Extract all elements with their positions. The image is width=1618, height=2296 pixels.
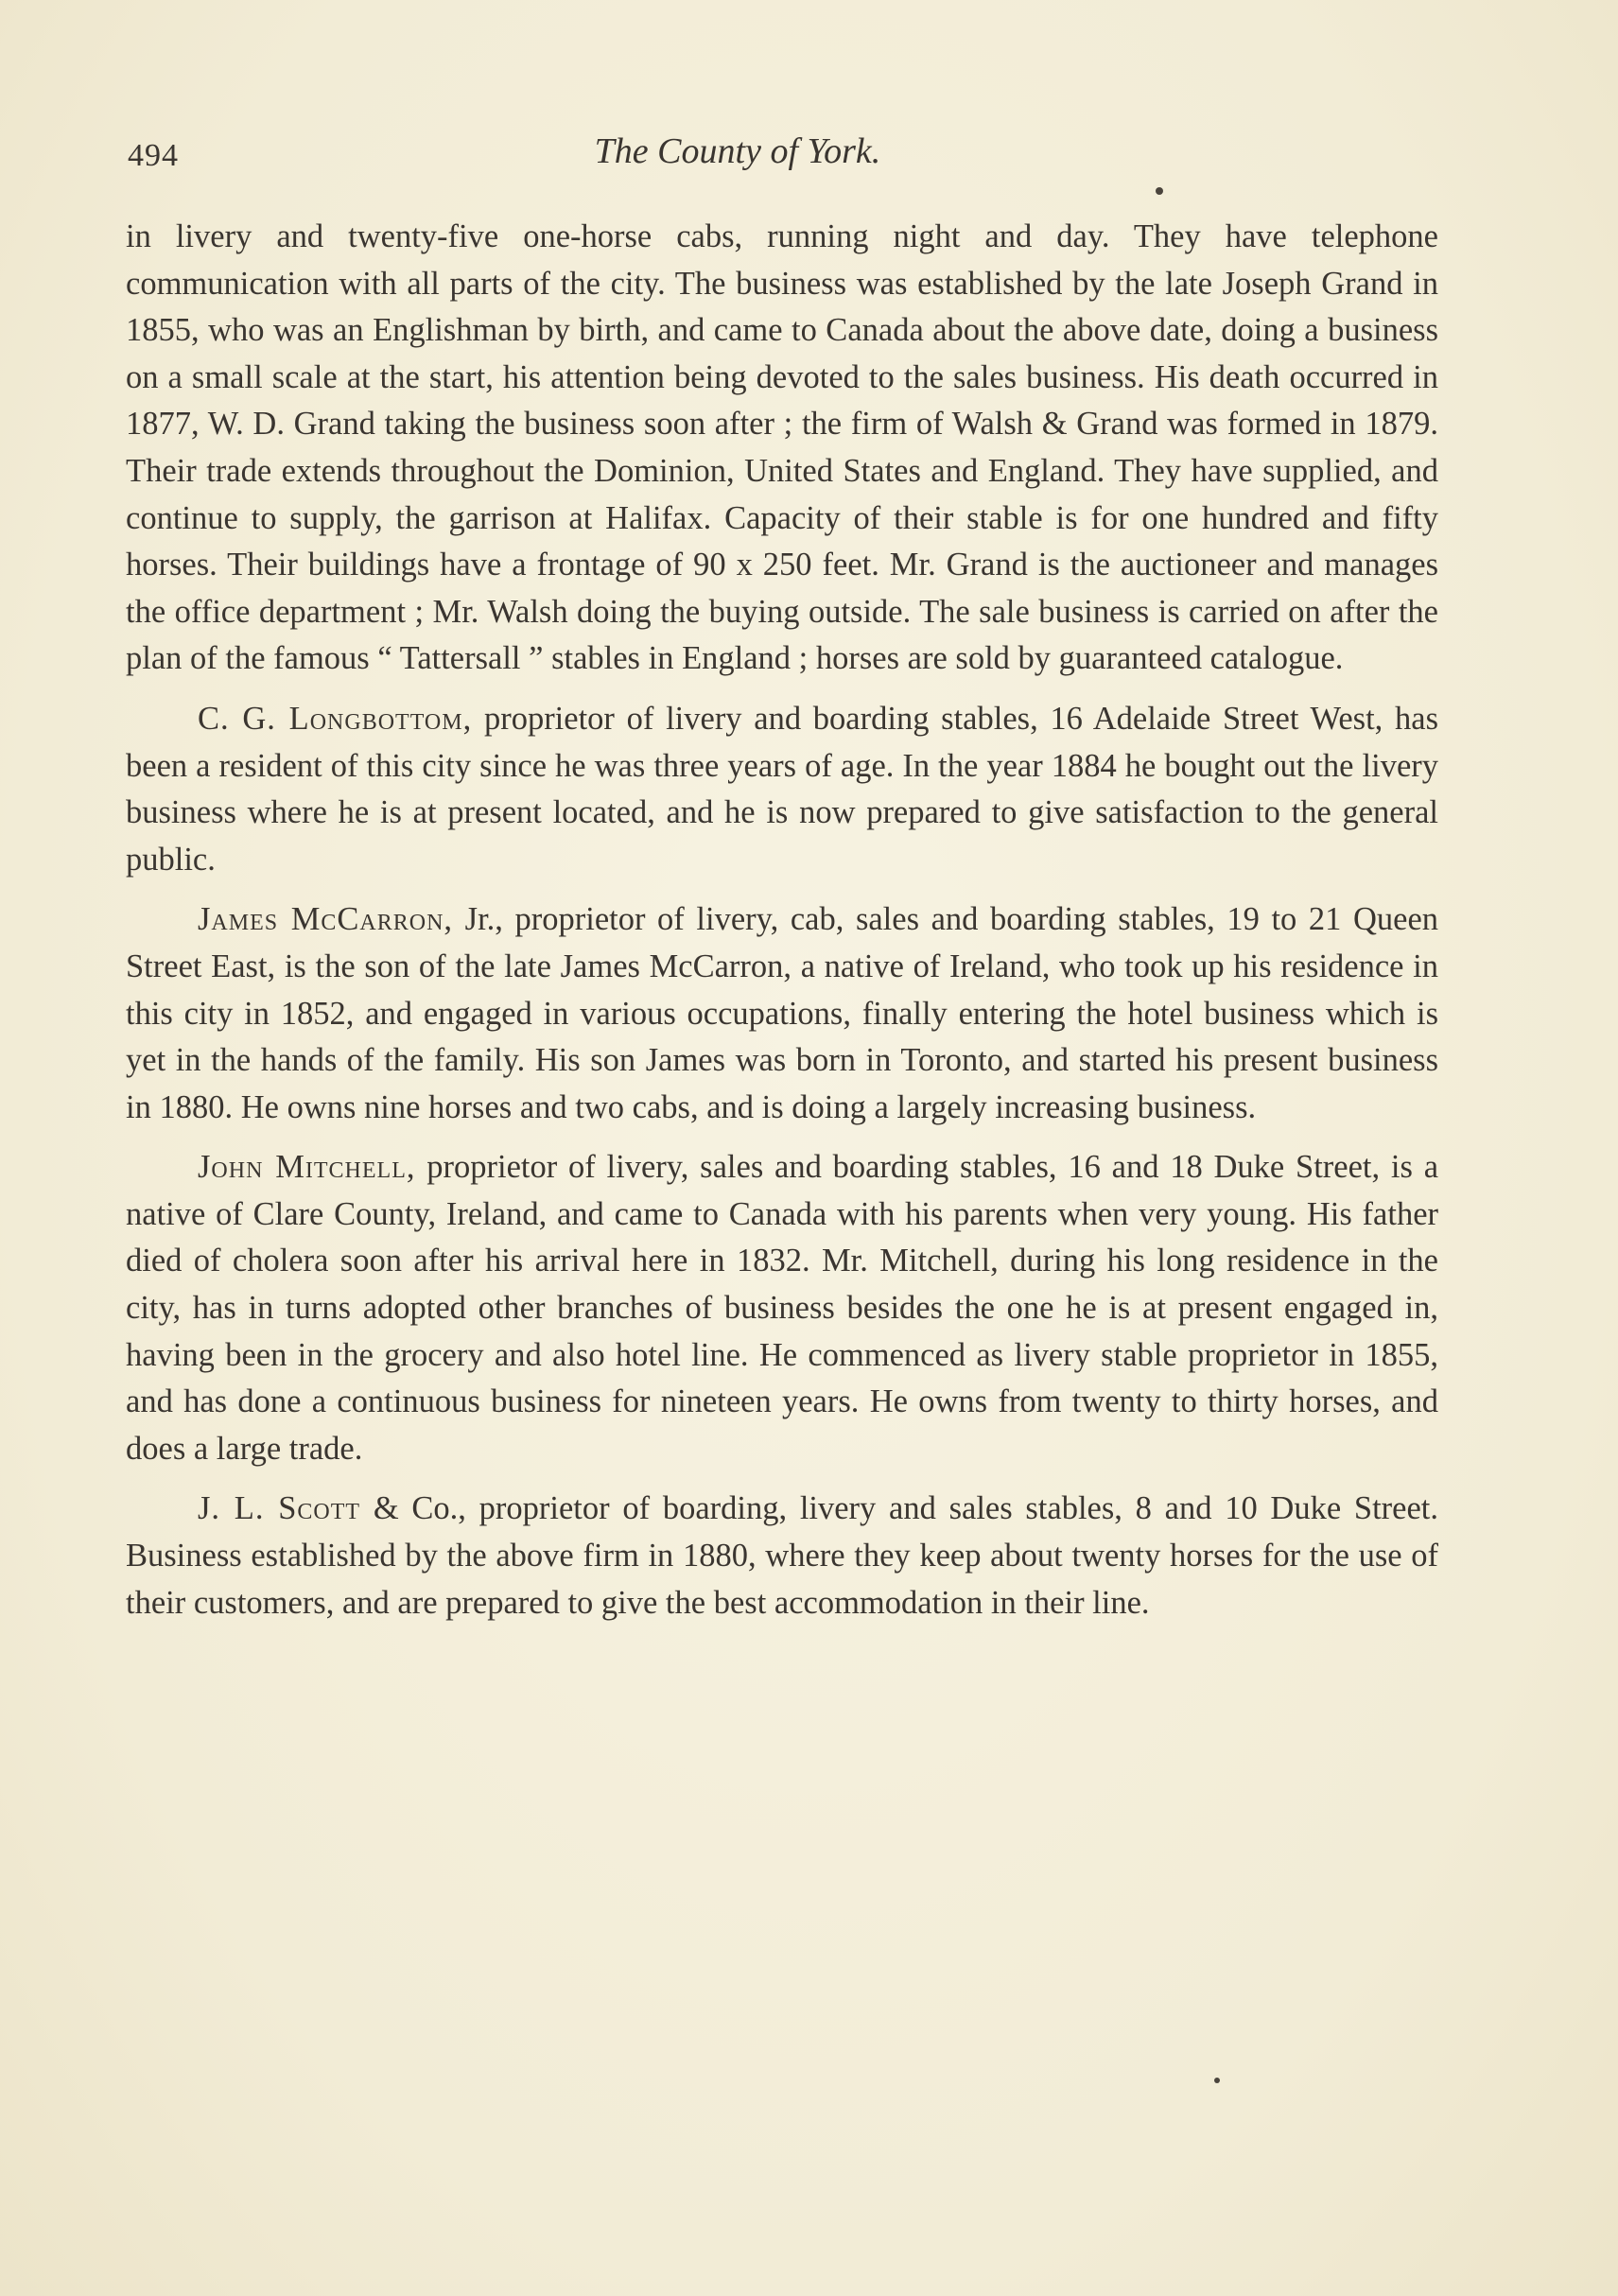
proprietor-name: J. L. Scott [198,1490,361,1527]
proprietor-name: John Mitchell, [198,1149,416,1186]
ink-speck [1214,2078,1220,2083]
paragraph-text: proprietor of livery and boarding stables, 16 Adelaide Street West, has been a resident of this city since he was three years of age. In the year 1884 he bought out the livery business where he is at present located, and he is now prepared to give satisfaction to the general public. [126,700,1439,878]
running-title: The County of York. [594,131,881,171]
page-number: 494 [128,138,179,173]
paragraph-scott [126,1486,1438,1626]
paragraph-walsh-grand [126,214,1438,683]
paragraph-text: in livery and twenty-five one-horse cabs, running night and day. They have telephone communication with all parts of the city. The business was established by the late Joseph Grand in 1855, who was an Englishman by birth, and came to Canada about the above date, doing a business on a small scale at the start, his attention being devoted to the sales business. His death occurred in 1877, W. D. Grand taking the business soon after ; the firm of Walsh & Grand was formed in 1879. Their trade extends throughout the Dominion, United States and England. They have supplied, and continue to supply, the garrison at Halifax. Capacity of their stable is for one hundred and fifty horses. Their buildings have a frontage of 90 x 250 feet. Mr. Grand is the auctioneer and manages the office department ; Mr. Walsh doing the buying outside. The sale business is carried on after the plan of the famous “ Tattersall ” stables in England ; horses are sold by guaranteed catalogue. [126,218,1438,677]
ink-speck [1156,187,1163,195]
proprietor-name: C. G. Longbottom, [198,700,473,737]
paragraph-longbottom [126,696,1438,883]
paragraph-text: Jr., proprietor of livery, cab, sales and boarding stables, 19 to 21 Queen Street East, is the son of the late James McCarron, a native of Ireland, who took up his residence in this city in 1852, and engaged in various occupations, finally entering the hotel business which is yet in the hands of the family. His son James was born in Toronto, and started his present business in 1880. He owns nine horses and two cabs, and is doing a largely increasing business. [126,901,1439,1125]
paragraph-mccarron [126,896,1438,1131]
paragraph-mitchell [126,1144,1438,1472]
page-header [128,130,1433,187]
body-text [126,214,1438,1640]
proprietor-name: James McCarron, [198,901,454,938]
paragraph-text: & Co., proprietor of boarding, livery and sales stables, 8 and 10 Duke Street. Business established by the above firm in 1880, where they keep about twenty horses for the use of their customers, and are prepared to give the best accommodation in their line. [126,1490,1438,1621]
paragraph-text: proprietor of livery, sales and boarding stables, 16 and 18 Duke Street, is a native of Clare County, Ireland, and came to Canada with his parents when very young. His father died of cholera soon after his arrival here in 1832. Mr. Mitchell, during his long residence in the city, has in turns adopted other branches of business besides the one he is at present engaged in, having been in the grocery and also hotel line. He commenced as livery stable proprietor in 1855, and has done a continuous business for nineteen years. He owns from twenty to thirty horses, and does a large trade. [126,1149,1439,1467]
